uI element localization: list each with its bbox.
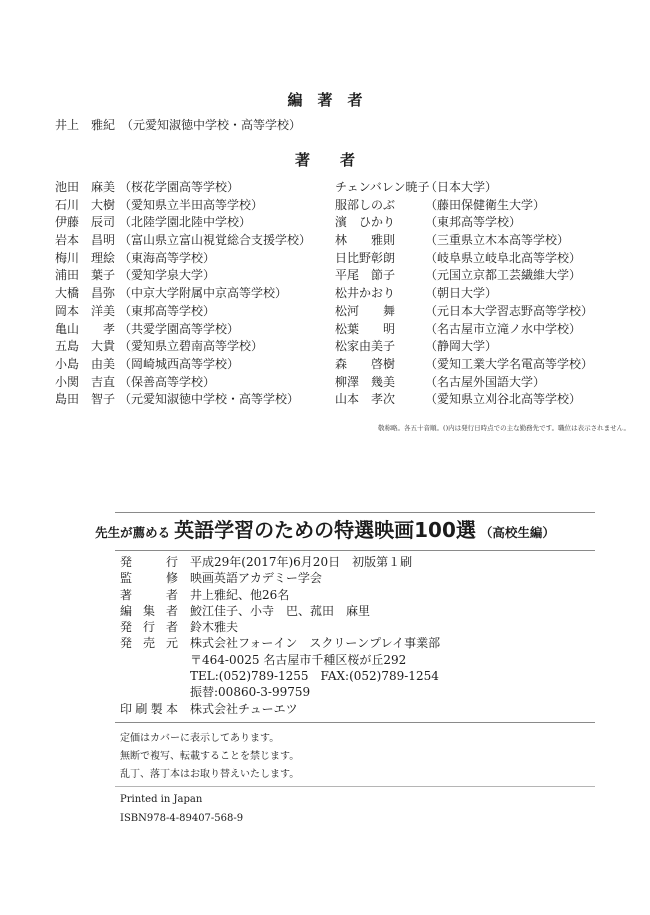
author-name: 五島 大貴 [55, 339, 116, 354]
author-affiliation: （東海高等学校） [119, 250, 216, 265]
colophon-row [120, 603, 440, 619]
author-affiliation: （元日本大学習志野高等学校） [425, 303, 594, 318]
author-name: 小島 由美 [55, 356, 116, 371]
author-entry [55, 303, 311, 321]
author-name: 日比野彰朗 [335, 250, 396, 265]
divider [115, 722, 595, 723]
divider [115, 512, 595, 513]
author-affiliation: （藤田保健衛生大学） [425, 197, 546, 212]
editor-entry [55, 117, 301, 134]
title-prefix: 先生が薦める [95, 525, 171, 540]
authors-right-column [335, 179, 593, 409]
printed-in-japan: Printed in Japan [120, 794, 203, 805]
colophon-row [120, 701, 440, 717]
divider [115, 786, 595, 787]
author-entry [335, 179, 593, 197]
author-name: 梅川 理絵 [55, 250, 116, 265]
author-entry [335, 197, 593, 215]
author-entry [335, 285, 593, 303]
author-name: 松家由美子 [335, 339, 396, 354]
author-affiliation: （北陸学園北陸中学校） [119, 215, 252, 230]
author-entry [335, 374, 593, 392]
author-entry [335, 214, 593, 232]
author-affiliation: （愛知県立半田高等学校） [119, 197, 264, 212]
colophon-row [120, 652, 440, 668]
author-entry [335, 232, 593, 250]
colophon-label: 発 行 [120, 555, 178, 569]
authors-footnote: 敬称略。各五十音順。()内は発行日時点での主な勤務先です。職位は表示されません。 [378, 424, 630, 432]
author-name: 森 啓樹 [335, 356, 396, 371]
notice-copy-prohibited: 無断で複写、転載することを禁じます。 [120, 751, 300, 762]
author-affiliation: （富山県立富山視覚総合支援学校） [119, 233, 312, 248]
notice-replacement: 乱丁、落丁本はお取り替えいたします。 [120, 769, 300, 780]
colophon-label: 編 集 者 [120, 603, 178, 618]
colophon-value: 井上雅紀、他26名 [190, 587, 290, 602]
title-suffix: （高校生編） [479, 525, 555, 540]
author-affiliation: （朝日大学） [425, 286, 498, 301]
colophon-label: 印刷製本 [120, 701, 178, 716]
author-name: 服部しのぶ [335, 197, 396, 212]
author-entry [55, 374, 311, 392]
author-affiliation: （元愛知淑徳中学校・高等学校） [119, 392, 300, 407]
colophon-value: 株式会社フォーイン スクリーンプレイ事業部 [190, 636, 441, 651]
author-affiliation: （桜花学園高等学校） [119, 180, 240, 194]
author-affiliation: （東邦高等学校） [425, 215, 522, 230]
author-entry [55, 232, 311, 250]
colophon-value: 鈴木雅夫 [190, 620, 239, 635]
colophon-phone-fax: TEL:(052)789-1255 FAX:(052)789-1254 [190, 669, 439, 684]
author-name: 大橋 昌弥 [55, 286, 116, 301]
author-affiliation: （愛知県立碧南高等学校） [119, 339, 264, 354]
notice-price: 定価はカバーに表示してあります。 [120, 733, 280, 744]
author-affiliation: （名古屋市立滝ノ水中学校） [425, 321, 582, 336]
author-affiliation: （愛知県立刈谷北高等学校） [425, 392, 582, 407]
author-name: 島田 智子 [55, 392, 116, 407]
author-name: チェンバレン暁子 [335, 180, 430, 194]
colophon-row [120, 570, 440, 586]
author-entry [335, 250, 593, 268]
colophon-row [120, 684, 440, 700]
colophon-value: 平成29年(2017年)6月20日 初版第１刷 [190, 555, 413, 569]
author-entry [335, 303, 593, 321]
colophon-label: 監 修 [120, 571, 178, 586]
author-name: 林 雅則 [335, 233, 396, 248]
colophon-label: 発 売 元 [120, 636, 178, 651]
author-entry [55, 250, 311, 268]
author-affiliation: （中京大学附属中京高等学校） [119, 286, 288, 301]
colophon-row [120, 668, 440, 684]
author-name: 松河 舞 [335, 303, 396, 318]
author-affiliation: （愛知工業大学名電高等学校） [425, 356, 594, 371]
author-entry [55, 338, 311, 356]
author-entry [55, 214, 311, 232]
author-name: 松井かおり [335, 286, 396, 301]
book-title [0, 518, 650, 545]
author-affiliation: （愛知学泉大学） [119, 268, 216, 283]
colophon-label [120, 652, 178, 668]
colophon-row [120, 587, 440, 603]
author-entry [55, 321, 311, 339]
author-name: 柳澤 幾美 [335, 374, 396, 389]
author-affiliation: （岡崎城西高等学校） [119, 356, 240, 371]
colophon-label: 発 行 者 [120, 620, 178, 635]
colophon-row [120, 619, 440, 635]
authors-heading: 著 者 [294, 151, 355, 169]
author-name: 岡本 洋美 [55, 303, 116, 318]
editor-affiliation: （元愛知淑徳中学校・高等学校） [121, 118, 302, 132]
author-name: 浦田 葉子 [55, 268, 116, 283]
author-affiliation: （日本大学） [425, 180, 498, 194]
author-affiliation: （三重県立木本高等学校） [425, 233, 570, 248]
author-affiliation: （名古屋外国語大学） [425, 374, 546, 389]
author-affiliation: （東邦高等学校） [119, 303, 216, 318]
author-entry [55, 267, 311, 285]
colophon-details [120, 554, 440, 717]
author-entry [335, 338, 593, 356]
colophon-value: 映画英語アカデミー学会 [190, 571, 322, 586]
title-main: 英語学習のための特選映画100選 [174, 518, 476, 542]
author-name: 濱 ひかり [335, 215, 396, 230]
colophon-row [120, 554, 440, 570]
author-name: 平尾 節子 [335, 268, 396, 283]
colophon-row [120, 635, 440, 651]
author-entry [55, 197, 311, 215]
isbn: ISBN978-4-89407-568-9 [120, 813, 244, 824]
author-affiliation: （元国立京都工芸繊維大学） [425, 268, 582, 283]
notices [120, 730, 299, 784]
colophon-label: 著 者 [120, 587, 178, 602]
colophon-transfer-account: 振替:00860-3-99759 [190, 685, 311, 700]
editor-heading: 編 著 者 [287, 91, 363, 109]
author-entry [55, 179, 311, 197]
editor-name: 井上 雅紀 [55, 118, 116, 132]
author-name: 岩本 昌明 [55, 233, 116, 248]
divider [115, 550, 595, 551]
authors-left-column [55, 179, 311, 409]
colophon-label [120, 668, 178, 684]
author-affiliation: （共愛学園高等学校） [119, 321, 240, 336]
colophon-value: 株式会社チューエツ [190, 701, 298, 716]
author-name: 松葉 明 [335, 321, 396, 336]
author-name: 小関 吉直 [55, 374, 116, 389]
author-name: 池田 麻美 [55, 180, 116, 194]
author-entry [55, 285, 311, 303]
author-entry [55, 356, 311, 374]
author-entry [335, 391, 593, 409]
author-affiliation: （静岡大学） [425, 339, 498, 354]
author-name: 伊藤 辰司 [55, 215, 116, 230]
author-name: 亀山 孝 [55, 321, 116, 336]
colophon-label [120, 684, 178, 700]
author-entry [335, 267, 593, 285]
author-name: 山本 孝次 [335, 392, 396, 407]
print-info [120, 790, 243, 828]
author-entry [335, 356, 593, 374]
author-affiliation: （保善高等学校） [119, 374, 216, 389]
author-entry [335, 321, 593, 339]
author-affiliation: （岐阜県立岐阜北高等学校） [425, 250, 582, 265]
colophon-address: 〒464-0025 名古屋市千種区桜が丘292 [190, 652, 407, 667]
author-entry [55, 391, 311, 409]
colophon-value: 鮫江佳子、小寺 巴、菰田 麻里 [190, 603, 371, 618]
author-name: 石川 大樹 [55, 197, 116, 212]
